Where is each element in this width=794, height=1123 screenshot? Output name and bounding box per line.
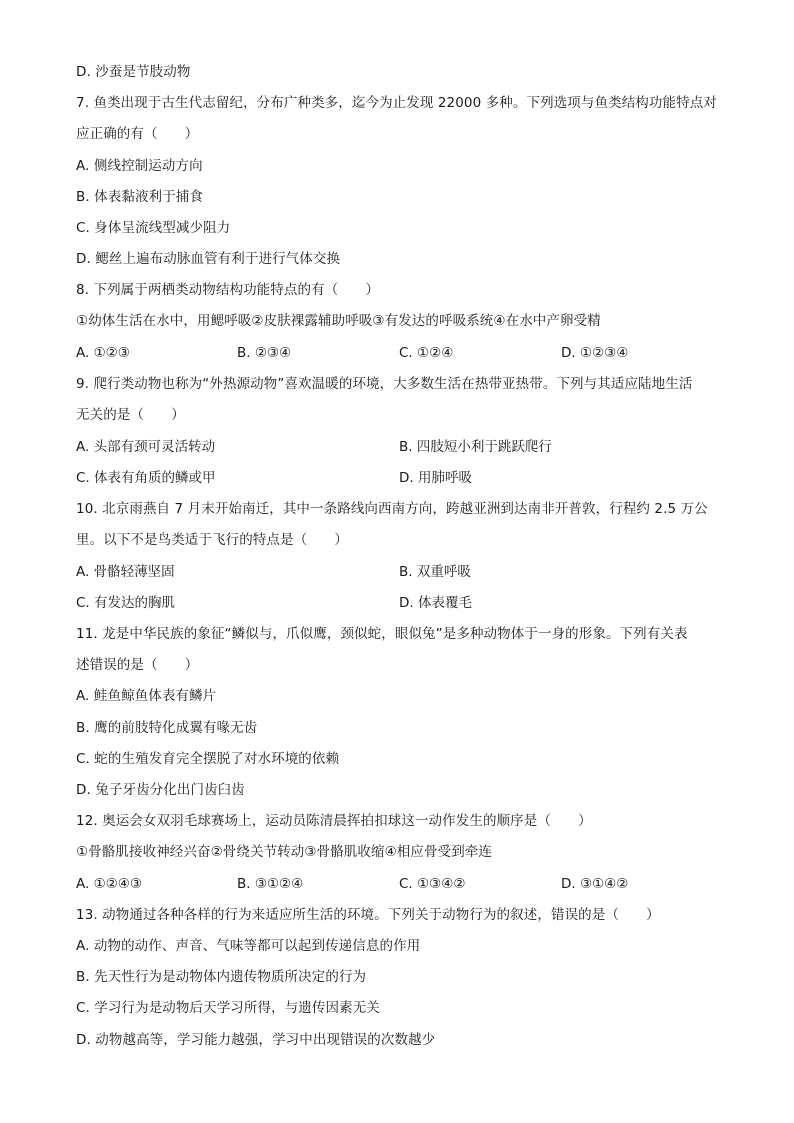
q8-option-a: A. ①②③ bbox=[76, 345, 130, 361]
q12-option-c: C. ①③④② bbox=[399, 876, 466, 892]
q11-stem-line2: 述错误的是（ ） bbox=[76, 657, 199, 673]
q9-option-a: A. 头部有颈可灵活转动 bbox=[76, 439, 216, 455]
q9-stem-line1: 9. 爬行类动物也称为“外热源动物”喜欢温暖的环境，大多数生活在热带亚热带。下列与其适应陆地生活 bbox=[76, 376, 693, 392]
q11-stem-line1: 11. 龙是中华民族的象征“鳞似与，爪似鹰，颈似蛇，眼似兔”是多种动物体于一身的形象。下列有关表 bbox=[76, 626, 688, 642]
q13-stem: 13. 动物通过各种各样的行为来适应所生活的环境。下列关于动物行为的叙述，错误的是（ ） bbox=[76, 907, 660, 923]
q7-option-d: D. 鳃丝上遍布动脉血管有利于进行气体交换 bbox=[76, 251, 341, 267]
q9-option-b: B. 四肢短小利于跳跃爬行 bbox=[399, 439, 552, 455]
q8-statements: ①幼体生活在水中，用鳃呼吸②皮肤裸露辅助呼吸③有发达的呼吸系统④在水中产卵受精 bbox=[76, 313, 601, 329]
q8-option-b: B. ②③④ bbox=[237, 345, 292, 361]
q11-option-a: A. 鲑鱼鲸鱼体表有鳞片 bbox=[76, 688, 217, 704]
q7-stem-line2: 应正确的有（ ） bbox=[76, 126, 199, 142]
q10-option-b: B. 双重呼吸 bbox=[399, 564, 471, 580]
q8-stem: 8. 下列属于两栖类动物结构功能特点的有（ ） bbox=[76, 282, 380, 298]
q10-option-d: D. 体表覆毛 bbox=[399, 595, 472, 611]
q11-option-d: D. 兔子牙齿分化出门齿臼齿 bbox=[76, 782, 245, 798]
q12-option-b: B. ③①②④ bbox=[237, 876, 304, 892]
q9-stem-line2: 无关的是（ ） bbox=[76, 407, 185, 423]
q7-option-a: A. 侧线控制运动方向 bbox=[76, 158, 203, 174]
q7-option-c: C. 身体呈流线型减少阻力 bbox=[76, 220, 231, 236]
q13-option-a: A. 动物的动作、声音、气味等都可以起到传递信息的作用 bbox=[76, 938, 421, 954]
q11-option-c: C. 蛇的生殖发育完全摆脱了对水环境的依赖 bbox=[76, 751, 340, 767]
q12-option-d: D. ③①④② bbox=[561, 876, 629, 892]
q9-option-c: C. 体表有角质的鳞或甲 bbox=[76, 470, 216, 486]
q12-statements: ①骨骼肌接收神经兴奋②骨绕关节转动③骨骼肌收缩④相应骨受到牵连 bbox=[76, 844, 493, 860]
q8-option-d: D. ①②③④ bbox=[561, 345, 629, 361]
q6-option-d: D. 沙蚕是节肢动物 bbox=[76, 64, 191, 80]
q10-stem-line2: 里。以下不是鸟类适于飞行的特点是（ ） bbox=[76, 532, 348, 548]
q7-option-b: B. 体表黏液利于捕食 bbox=[76, 189, 203, 205]
q12-stem: 12. 奥运会女双羽毛球赛场上，运动员陈清晨挥拍扣球这一动作发生的顺序是（ ） bbox=[76, 813, 592, 829]
q10-option-c: C. 有发达的胸肌 bbox=[76, 595, 176, 611]
q7-stem-line1: 7. 鱼类出现于古生代志留纪，分布广种类多，迄今为止发现 22000 多种。下列选项与鱼类结构功能特点对 bbox=[76, 95, 717, 111]
q10-stem-line1: 10. 北京雨燕自 7 月末开始南迁，其中一条路线向西南方向，跨越亚洲到达南非开普敦，行程约 2.5 万公 bbox=[76, 501, 708, 517]
q13-option-b: B. 先天性行为是动物体内遗传物质所决定的行为 bbox=[76, 969, 367, 985]
q11-option-b: B. 鹰的前肢特化成翼有喙无齿 bbox=[76, 720, 258, 736]
q8-option-c: C. ①②④ bbox=[399, 345, 454, 361]
q12-option-a: A. ①②④③ bbox=[76, 876, 142, 892]
q9-option-d: D. 用肺呼吸 bbox=[399, 470, 472, 486]
q13-option-d: D. 动物越高等，学习能力越强，学习中出现错误的次数越少 bbox=[76, 1032, 436, 1048]
q13-option-c: C. 学习行为是动物后天学习所得，与遗传因素无关 bbox=[76, 1000, 380, 1016]
q10-option-a: A. 骨骼轻薄坚固 bbox=[76, 564, 175, 580]
